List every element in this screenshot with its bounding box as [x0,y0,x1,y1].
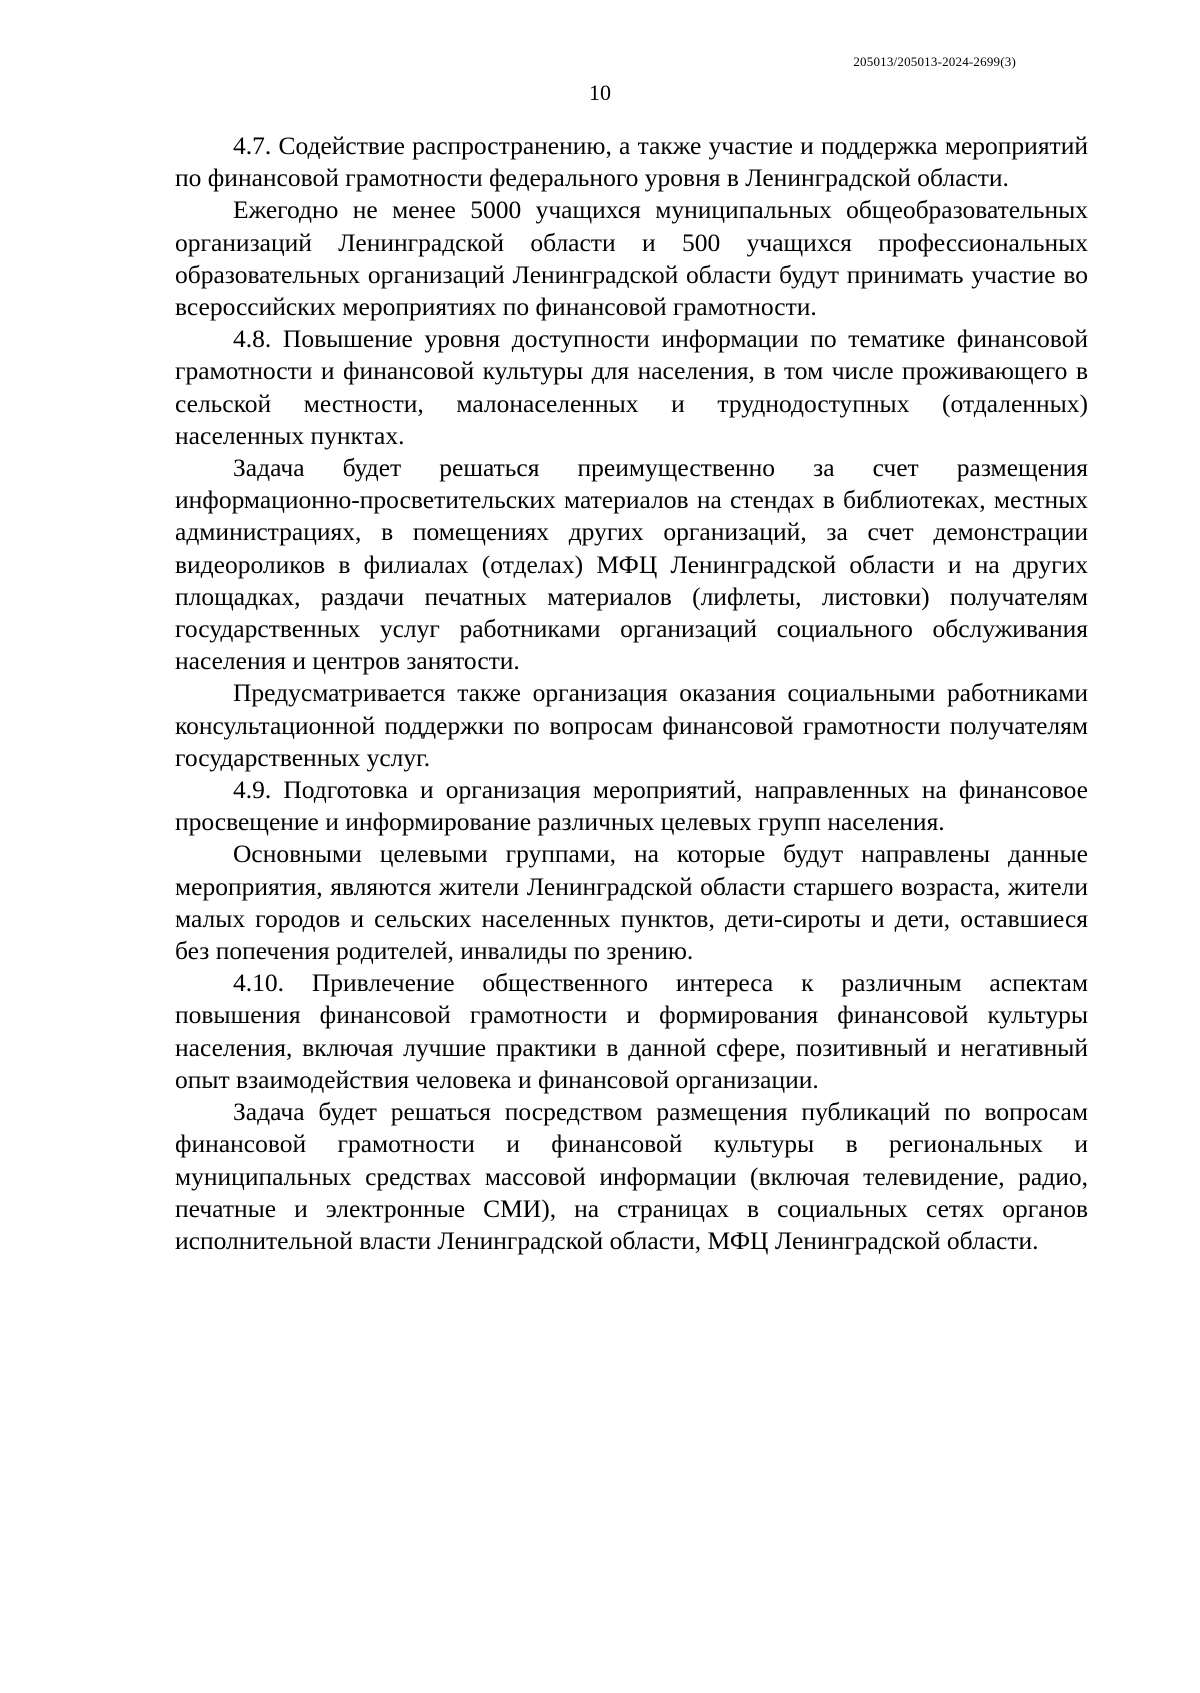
document-id: 205013/205013-2024-2699(3) [853,54,1016,69]
paragraph-social-workers-support: Предусматривается также организация оказания социальными работниками консультационной поддержки по вопросам финансовой грамотности получателям государственных услуг. [175,678,1088,772]
paragraph-task-information-materials: Задача будет решаться преимущественно за счет размещения информационно-просветительских материалов на стендах в библиотеках, местных администрациях, в помещениях других организаций, за счет демонстрации видеороликов в филиалах (отделах) МФЦ Ленинградской области и на других площадках, раздачи печатных материалов (лифлеты, листовки) получателям государственных услуг работниками организаций социального обслуживания населения и центров занятости. [175,453,1088,676]
paragraph-4-7: 4.7. Содействие распространению, а также участие и поддержка мероприятий по финансовой грамотности федерального уровня в Ленинградской области. [175,131,1088,193]
paragraph-students-participation: Ежегодно не менее 5000 учащихся муниципальных общеобразовательных организаций Ленинградской области и 500 учащихся профессиональных образовательных организаций Ленинградской области будут принимать участие во всероссийских мероприятиях по финансовой грамотности. [175,195,1088,322]
paragraph-target-groups: Основными целевыми группами, на которые будут направлены данные мероприятия, являются жители Ленинградской области старшего возраста, жители малых городов и сельских населенных пунктов, дети-сироты и дети, оставшиеся без попечения родителей, инвалиды по зрению. [175,839,1088,966]
paragraph-4-8: 4.8. Повышение уровня доступности информации по тематике финансовой грамотности и финансовой культуры для населения, в том числе проживающего в сельской местности, малонаселенных и труднодоступных (отдаленных) населенных пунктах. [175,324,1088,450]
paragraph-4-9: 4.9. Подготовка и организация мероприятий, направленных на финансовое просвещение и информирование различных целевых групп населения. [175,775,1088,837]
page-number: 10 [589,80,611,105]
paragraph-4-10: 4.10. Привлечение общественного интереса к различным аспектам повышения финансовой грамотности и формирования финансовой культуры населения, включая лучшие практики в данной сфере, позитивный и негативный опыт взаимодействия человека и финансовой организации. [175,968,1088,1094]
document-body [175,130,1088,1257]
paragraph-task-publications: Задача будет решаться посредством размещения публикаций по вопросам финансовой грамотности и финансовой культуры в региональных и муниципальных средствах массовой информации (включая телевидение, радио, печатные и электронные СМИ), на страницах в социальных сетях органов исполнительной власти Ленинградской области, МФЦ Ленинградской области. [175,1097,1088,1255]
